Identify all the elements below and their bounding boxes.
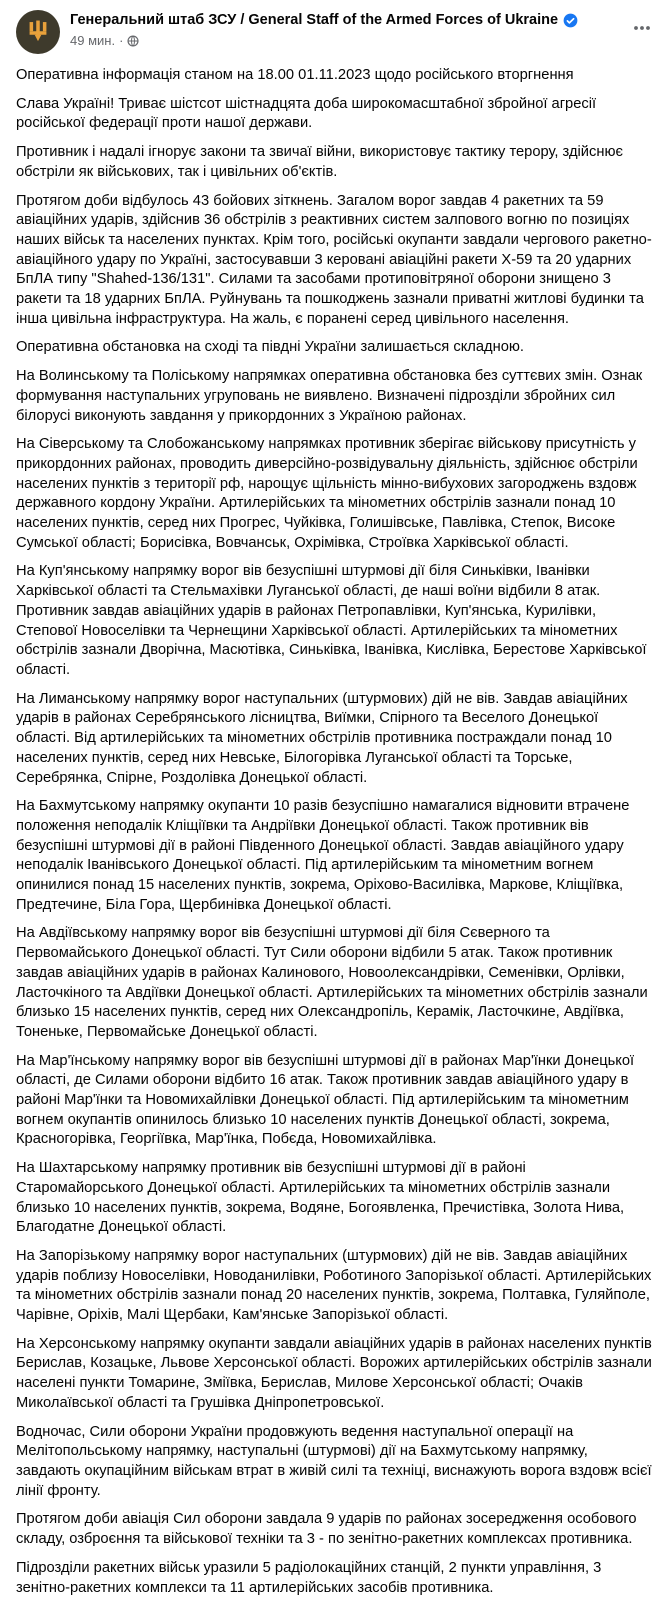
post-menu-button[interactable] (628, 10, 656, 46)
post-paragraph: Оперативна інформація станом на 18.00 01.11.2023 щодо російського вторгнення (16, 67, 574, 83)
post-paragraph: На Запорізькому напрямку ворог наступальних (штурмових) дій не вів. Завдав авіаційних ударів поблизу Новоселівки, Новоданилівки, Роботиного Запорізької області. Артилерійських та мінометних обстрілів зазнали понад 20 населених пунктів, зокрема, Полтавка, Гуляйполе, Чарівне, Оріхів, Малі Щербаки, Кам'янське Запорізької області. (16, 1247, 652, 1324)
post-header-text (70, 10, 578, 49)
post-paragraph: Протягом доби авіація Сил оборони завдала 9 ударів по районах зосередження особового складу, озброєння та військової техніки та 3 - по зенітно-ракетних комплексах противника. (16, 1511, 637, 1548)
post-paragraph: На Мар'їнському напрямку ворог вів безуспішні штурмові дії в районах Мар'їнки Донецької області, де Силами оборони відбито 16 атак. Також противник завдав авіаційного удару в районі Мар'їнки та Новомихайлівки Донецької області. Під артилерійським та мінометним вогнем окупантів опинилось близько 10 населених пунктів Донецької області, зокрема, Красногорівка, Георгіївка, Мар'їнка, Побєда, Новомихайлівка. (16, 1052, 635, 1148)
post-paragraph: Противник і надалі ігнорує закони та звичаї війни, використовує тактику терору, здійснює обстріли як військових, так і цивільних об'єктів. (16, 144, 623, 180)
avatar[interactable] (16, 10, 60, 54)
post-text (0, 58, 672, 1612)
trident-icon (25, 18, 51, 46)
verified-badge-icon (563, 13, 578, 28)
post-paragraph: На Авдіївському напрямку ворог вів безуспішні штурмові дії біля Сєверного та Первомайського Донецької області. Тут Сили оборони відбили 5 атак. Також противник завдав авіаційних ударів в районах Калинового, Новоолександрівки, Семенівки, Орлівки, Ласточкіного та Авдіївки Донецької області. Артилерійських та мінометних обстрілів зазнали близько 15 населених пунктів, серед них Олександропіль, Керамік, Ласточкине, Авдіївка, Тоненьке, Первомайське Донецької області. (16, 925, 648, 1040)
author-name[interactable]: Генеральний штаб ЗСУ / General Staff of the Armed Forces of Ukraine (70, 12, 559, 28)
post-paragraph: Оперативна обстановка на сході та півдні України залишається складною. (16, 339, 524, 356)
post-paragraph: На Бахмутському напрямку окупанти 10 разів безуспішно намагалися відновити втрачене положення неподалік Кліщіївки та Андріївки Донецької області. Також противник вів безуспішні штурмові дії в районі Південного Донецької області. Завдав авіаційного удару неподалік Іванівського Донецької області. Під артилерійським та мінометним вогнем опинилися понад 15 населених пунктів, зокрема, Оріхово-Василівка, Маркове, Кліщіївка, Предтечине, Біла Гора, Щербинівка Донецької області. (16, 798, 630, 913)
post-paragraph: Слава Україні! Триває шістсот шістнадцята доба широкомасштабної збройної агресії російської федерації проти нашої держави. (16, 95, 597, 132)
ellipsis-icon (632, 18, 652, 38)
post-paragraph: На Сіверському та Слобожанському напрямках противник зберігає військову присутність у прикордонних районах, проводить диверсійно-розвідувальну діяльність, здійснює обстріли населених пунктів з території рф, нарощує щільність мінно-вибухових загороджень вздовж державного кордону України. Артилерійських та мінометних обстрілів зазнали понад 10 населених пунктів, серед них Прогрес, Чуйківка, Голишівське, Павлівка, Степок, Високе Сумської області; Борисівка, Вовчанськ, Охрімівка, Строївка Харківської області. (16, 436, 638, 551)
post-paragraph: На Шахтарському напрямку противник вів безуспішні штурмові дії в районі Старомайорського Донецької області. Артилерійських та мінометних обстрілів зазнали близько 10 населених пунктів, зокрема, Водяне, Богоявленка, Пречистівка, Золота Нива, Благодатне Донецької області. (16, 1160, 625, 1236)
post-paragraph: На Волинському та Поліському напрямках оперативна обстановка без суттєвих змін. Ознак формування наступальних угруповань не виявлено. Визначені підрозділи збройних сил білорусі виконують завдання у прикордонних з Україною районах. (16, 368, 643, 424)
post-header (0, 0, 672, 58)
post-paragraph: Водночас, Сили оборони України продовжують ведення наступальної операції на Мелітопольському напрямку, наступальні (штурмові) дії на Бахмутському напрямку, завдають окупаційним військам втрат в живій силі та техніці, виснажують ворога вздовж всієї лінії фронту. (16, 1423, 652, 1499)
post-paragraph: На Лиманському напрямку ворог наступальних (штурмових) дій не вів. Завдав авіаційних ударів в районах Серебрянського лісництва, Виїмки, Спірного та Веселого Донецької області. Від артилерійських та мінометних обстрілів противника постраждали понад 10 населених пунктів, серед них Невське, Білогорівка Луганської області та Торське, Серебрянка, Спірне, Роздолівка Донецької області. (16, 690, 628, 786)
timestamp-text: 49 мин. (70, 33, 116, 48)
author-row (70, 11, 578, 30)
post-paragraph: На Херсонському напрямку окупанти завдали авіаційних ударів в районах населених пунктів Берислав, Козацьке, Львове Херсонської області. Ворожих артилерійських обстрілів зазнали населені пункти Томарине, Зміївка, Берислав, Милове Херсонської області; Очаків Миколаївської області та Грушівка Дніпропетровської. (16, 1335, 652, 1411)
post-paragraph: Протягом доби відбулось 43 бойових зіткнень. Загалом ворог завдав 4 ракетних та 59 авіаційних ударів, здійснив 36 обстрілів з реактивних систем залпового вогню по позиціях наших військ та населених пунктах. Крім того, російські окупанти завдали чергового ракетно-авіаційного удару по Україні, застосувавши 3 керовані авіаційні ракети Х-59 та 20 ударних БпЛА типу "Shahed-136/131". Силами та засобами протиповітряної оборони знищено 3 ракети та 18 ударних БпЛА. Руйнувань та пошкоджень зазнали приватні житлові будинки та інша цивільна інфраструктура. На жаль, є поранені серед цивільного населення. (16, 192, 652, 327)
globe-icon (127, 35, 139, 47)
meta-separator: · (119, 33, 124, 48)
timestamp[interactable] (70, 32, 578, 49)
post-paragraph: Підрозділи ракетних військ уразили 5 радіолокаційних станцій, 2 пункти управління, 3 зенітно-ракетних комплекси та 11 артилерійських засобів противника. (16, 1559, 602, 1596)
post-paragraph: На Куп'янському напрямку ворог вів безуспішні штурмові дії біля Синьківки, Іванівки Харківської області та Стельмахівки Луганської області, де наші воїни відбили 8 атак. Противник завдав авіаційних ударів в районах Петропавлівки, Куп'янська, Курилівки, Степової Новоселівки та Чернещини Харківської області. Артилерійських та мінометних обстрілів зазнали Дворічна, Масютівка, Синьківка, Іванівка, Кислівка, Берестове Харківської області. (16, 563, 647, 678)
